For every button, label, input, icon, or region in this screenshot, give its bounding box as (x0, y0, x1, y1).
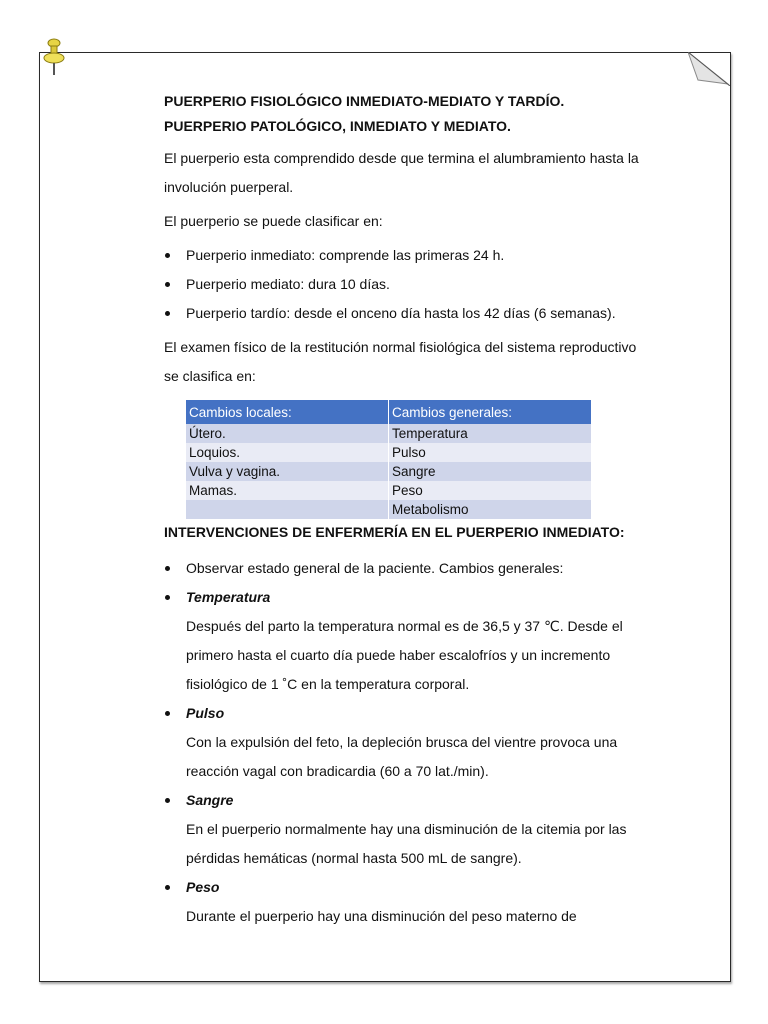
item-title-peso: Peso (186, 879, 220, 895)
item-line: Durante el puerperio hay una disminución del peso materno de (186, 908, 577, 924)
item-line: fisiológico de 1 ˚C en la temperatura corporal. (186, 676, 470, 692)
table-row (186, 443, 592, 462)
changes-table (186, 400, 592, 519)
table-cell: Loquios. (186, 443, 389, 462)
intro-line-2: involución puerperal. (164, 179, 294, 195)
list-item: Observar estado general de la paciente. Cambios generales: (164, 554, 684, 583)
table-cell: Vulva y vagina. (186, 462, 389, 481)
page-fold-corner-icon (688, 52, 730, 86)
table-header-row (186, 400, 592, 424)
item-title-sangre: Sangre (186, 792, 234, 808)
list-item (164, 786, 684, 873)
header-general: Cambios generales: (389, 400, 592, 424)
intro-line-1: El puerperio esta comprendido desde que termina el alumbramiento hasta la (164, 150, 639, 166)
header-local: Cambios locales: (186, 400, 389, 424)
item-line: pérdidas hemáticas (normal hasta 500 mL de sangre). (186, 850, 522, 866)
list-item: Puerperio mediato: dura 10 días. (164, 270, 684, 299)
table-cell: Temperatura (389, 424, 592, 443)
item-line: reacción vagal con bradicardia (60 a 70 lat./min). (186, 763, 489, 779)
item-title-temperatura: Temperatura (186, 589, 271, 605)
document-page (39, 52, 731, 982)
table-cell: Mamas. (186, 481, 389, 500)
list-item: Puerperio inmediato: comprende las primeras 24 h. (164, 241, 684, 270)
list-item (164, 873, 684, 931)
title-line-2: PUERPERIO PATOLÓGICO, INMEDIATO Y MEDIATO. (164, 118, 511, 134)
title-line-1: PUERPERIO FISIOLÓGICO INMEDIATO-MEDIATO Y TARDÍO. (164, 93, 565, 109)
item-line: Con la expulsión del feto, la depleción brusca del vientre provoca una (186, 734, 618, 750)
table-cell: Pulso (389, 443, 592, 462)
classify-intro: El puerperio se puede clasificar en: (164, 213, 383, 229)
item-line: primero hasta el cuarto día puede haber escalofríos y un incremento (186, 647, 611, 663)
table-row (186, 462, 592, 481)
exam-line-2: se clasifica en: (164, 368, 256, 384)
table-cell (186, 500, 389, 519)
table-row (186, 481, 592, 500)
list-item: Puerperio tardío: desde el onceno día hasta los 42 días (6 semanas). (164, 299, 684, 328)
exam-line-1: El examen físico de la restitución normal fisiológica del sistema reproductivo (164, 339, 637, 355)
table-cell: Sangre (389, 462, 592, 481)
item-title-pulso: Pulso (186, 705, 225, 721)
table-cell: Metabolismo (389, 500, 592, 519)
list-item (164, 583, 684, 699)
table-row (186, 500, 592, 519)
interventions-list (164, 554, 684, 931)
table-cell: Útero. (186, 424, 389, 443)
table-cell: Peso (389, 481, 592, 500)
push-pin-icon (42, 38, 66, 78)
item-line: Después del parto la temperatura normal es de 36,5 y 37 ℃. Desde el (186, 618, 623, 634)
list-item (164, 699, 684, 786)
classification-list (164, 241, 684, 328)
document-content (164, 89, 684, 931)
table-row (186, 424, 592, 443)
item-line: En el puerperio normalmente hay una disminución de la citemia por las (186, 821, 627, 837)
section-heading: INTERVENCIONES DE ENFERMERÍA EN EL PUERPERIO INMEDIATO: (164, 524, 625, 540)
